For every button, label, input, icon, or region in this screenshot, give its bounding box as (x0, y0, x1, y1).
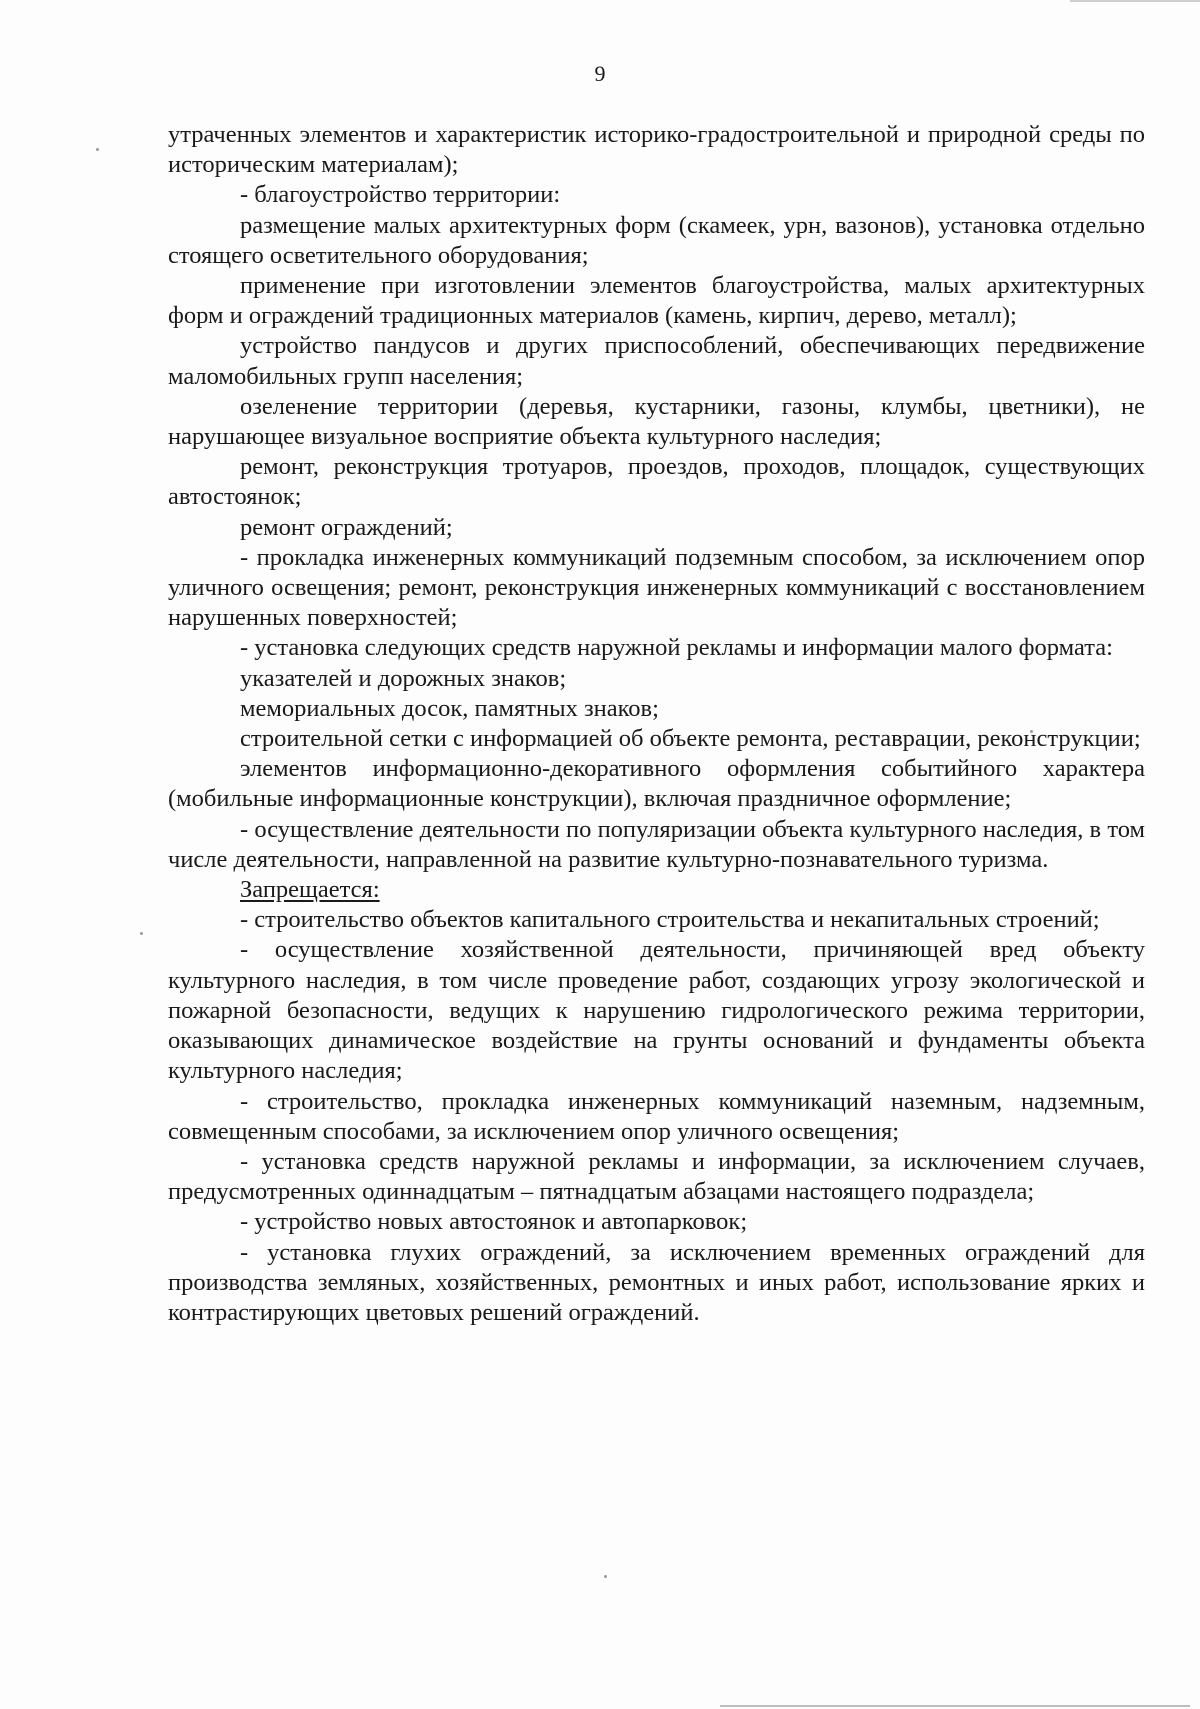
paragraph: устройство пандусов и других приспособлений, обеспечивающих передвижение маломобильных групп населения; (168, 332, 1145, 390)
paragraph: применение при изготовлении элементов благоустройства, малых архитектурных форм и ограждений традиционных материалов (камень, кирпич, дерево, металл); (168, 272, 1145, 330)
paragraph: озеленение территории (деревья, кустарники, газоны, клумбы, цветники), не нарушающее визуальное восприятие объекта культурного наследия; (168, 392, 1145, 451)
paragraph: - устройство новых автостоянок и автопарковок; (240, 1208, 748, 1236)
paragraph: утраченных элементов и характеристик историко-градостроительной и природной среды по историческим материалам); (168, 121, 1145, 179)
scan-speck (140, 932, 143, 935)
section-heading-text: Запрещается: (240, 876, 380, 904)
scan-edge-mark (720, 1705, 1190, 1707)
paragraph: ремонт ограждений; (240, 513, 453, 541)
section-heading (168, 875, 1145, 905)
paragraph: - строительство объектов капитального строительства и некапитальных строений; (240, 906, 1100, 934)
paragraph: мемориальных досок, памятных знаков; (240, 694, 659, 722)
paragraph: ремонт, реконструкция тротуаров, проездов, проходов, площадок, существующих автостоянок; (168, 453, 1145, 511)
scan-edge-mark (1070, 0, 1200, 2)
paragraph: - установка следующих средств наружной рекламы и информации малого формата: (240, 634, 1113, 662)
paragraph: - установка средств наружной рекламы и информации, за исключением случаев, предусмотренных одиннадцатым – пятнадцатым абзацами настоящего подраздела; (168, 1147, 1145, 1206)
paragraph: строительной сетки с информацией об объекте ремонта, реставрации, реконструкции; (240, 725, 1141, 753)
scan-speck (604, 1575, 607, 1578)
body-text (168, 120, 1145, 1328)
paragraph: - благоустройство территории: (240, 181, 561, 209)
paragraph: - осуществление хозяйственной деятельности, причиняющей вред объекту культурного наследия, в том числе проведение работ, создающих угрозу экологической и пожарной безопасности, ведущих к нарушению гидрологического режима территории, оказывающих динамическое воздействие на грунты оснований и фундаменты объекта культурного наследия; (168, 936, 1145, 1085)
paragraph: размещение малых архитектурных форм (скамеек, урн, вазонов), установка отдельно стоящего осветительного оборудования; (168, 211, 1145, 269)
scan-speck (96, 148, 99, 151)
paragraph: - установка глухих ограждений, за исключением временных ограждений для производства земляных, хозяйственных, ремонтных и иных работ, использование ярких и контрастирующих цветовых решений ограждений. (168, 1238, 1145, 1326)
page-number: 9 (594, 61, 606, 86)
paragraph: - прокладка инженерных коммуникаций подземным способом, за исключением опор уличного освещения; ремонт, реконструкция инженерных коммуникаций с восстановлением нарушенных поверхностей; (168, 543, 1145, 632)
paragraph: - осуществление деятельности по популяризации объекта культурного наследия, в том числе деятельности, направленной на развитие культурно-познавательного туризма. (168, 815, 1145, 873)
paragraph: указателей и дорожных знаков; (240, 664, 567, 692)
paragraph: - строительство, прокладка инженерных коммуникаций наземным, надземным, совмещенным способами, за исключением опор уличного освещения; (168, 1087, 1145, 1145)
paragraph: элементов информационно-декоративного оформления событийного характера (мобильные информационные конструкции), включая праздничное оформление; (168, 755, 1145, 813)
